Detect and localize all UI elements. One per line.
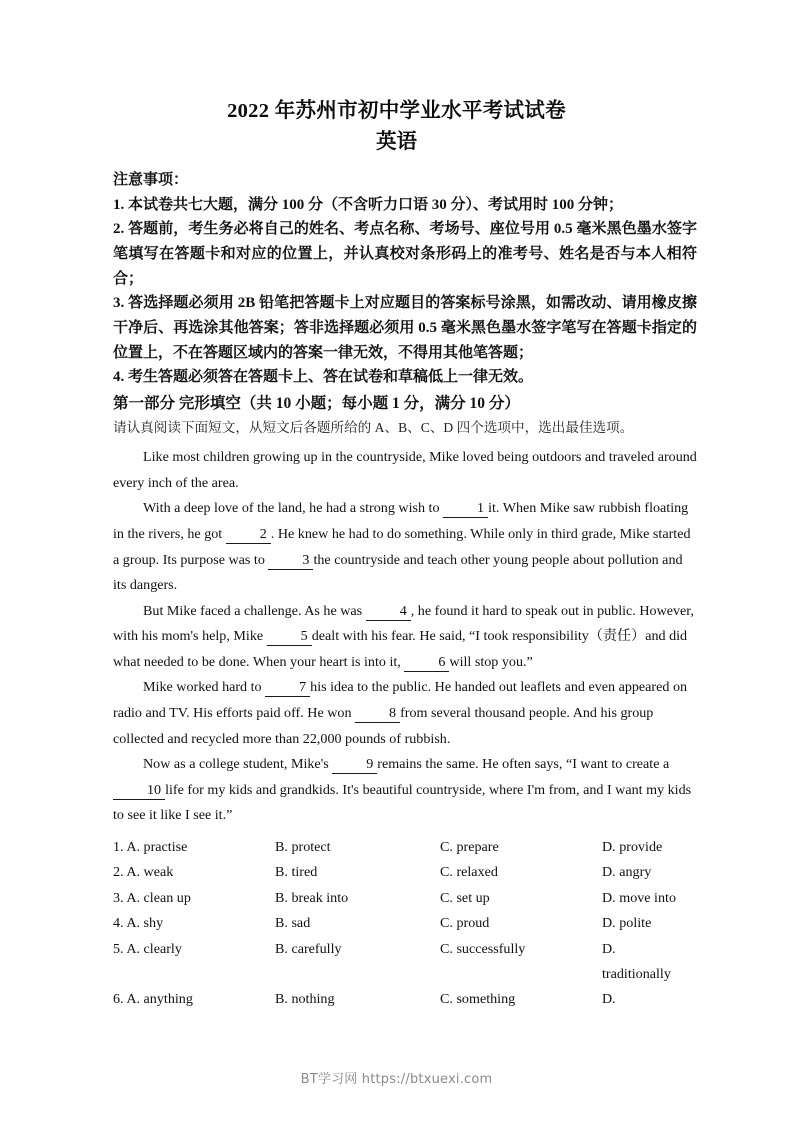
- option-a-label: A. practise: [126, 839, 188, 856]
- passage-text: Now as a college student, Mike's: [143, 756, 329, 773]
- document-body: [0, 168, 793, 1013]
- option-c[interactable]: C. set up: [440, 889, 490, 906]
- section-instruction: 请认真阅读下面短文，从短文后各题所给的 A、B、C、D 四个选项中，选出最佳选项。: [113, 420, 634, 436]
- question-item: [113, 911, 697, 936]
- question-number: 3.: [113, 889, 124, 906]
- page-subtitle: 英语: [376, 131, 417, 153]
- option-b[interactable]: B. tired: [275, 864, 318, 881]
- option-a-label: A. clearly: [126, 940, 182, 957]
- option-d[interactable]: D.: [602, 991, 616, 1008]
- option-d[interactable]: D. move into: [602, 889, 676, 906]
- option-b[interactable]: B. nothing: [275, 991, 335, 1008]
- notice-heading: 注意事项：: [113, 172, 189, 188]
- option-a-label: A. weak: [126, 864, 174, 881]
- passage-text: remains the same. He often says, “I want to create a: [377, 756, 670, 773]
- question-item: [113, 886, 697, 911]
- passage-paragraph-2: [113, 496, 697, 598]
- option-d[interactable]: D. traditionally: [602, 940, 671, 983]
- option-a-label: A. clean up: [126, 889, 191, 906]
- passage-text: , he found it hard to speak out in public. However, with his mom's help, Mike: [113, 602, 694, 645]
- question-item: [113, 835, 697, 860]
- passage-text: dealt with his fear. He said, “I took responsibility（责任）and did what needed to be done. When your heart is into it,: [113, 628, 688, 670]
- passage-text: Mike worked hard to: [143, 679, 262, 696]
- option-a[interactable]: [113, 987, 275, 1012]
- passage-text: from several thousand people. And his group collected and recycled more than 22,000 pounds of rubbish.: [113, 705, 654, 747]
- question-item: [113, 860, 697, 885]
- notice-item-3: 3. 答选择题必须用 2B 铅笔把答题卡上对应题目的答案标号涂黑，如需改动、请用橡皮擦干净后、再选涂其他答案；答非选择题必须用 0.5 毫米黑色墨水签字笔写在答题卡指定的位置上，不在答题区域内的答案一律无效，不得用其他笔答题；: [113, 295, 697, 361]
- blank-6[interactable]: 6: [404, 654, 449, 672]
- blank-1[interactable]: 1: [443, 500, 488, 518]
- question-number: 5.: [113, 940, 124, 957]
- passage-text: . He knew he had to do something. While only in third grade, Mike started a group. Its purpose was to: [113, 525, 691, 568]
- option-b[interactable]: B. sad: [275, 915, 311, 932]
- option-a-label: A. shy: [126, 915, 164, 932]
- option-b[interactable]: B. break into: [275, 889, 349, 906]
- passage-text: But Mike faced a challenge. As he was: [143, 602, 363, 619]
- passage-paragraph-3: [113, 599, 697, 676]
- question-item: [113, 937, 697, 988]
- blank-3[interactable]: 3: [268, 552, 313, 570]
- option-a[interactable]: [113, 860, 275, 885]
- page-title: 2022 年苏州市初中学业水平考试试卷: [227, 100, 566, 122]
- question-number: 6.: [113, 991, 124, 1008]
- option-b[interactable]: B. carefully: [275, 940, 342, 957]
- option-d[interactable]: D. provide: [602, 839, 663, 856]
- option-d[interactable]: D. angry: [602, 864, 652, 881]
- notice-item-2: 2. 答题前，考生务必将自己的姓名、考点名称、考场号、座位号用 0.5 毫米黑色墨水签字笔填写在答题卡和对应的位置上，并认真校对条形码上的准考号、姓名是否与本人相符合；: [113, 221, 697, 287]
- option-c[interactable]: C. something: [440, 991, 516, 1008]
- blank-5[interactable]: 5: [267, 628, 312, 646]
- passage-text: life for my kids and grandkids. It's beautiful countryside, where I'm from, and I want my kids to see it like I see it.”: [113, 781, 692, 824]
- option-a[interactable]: [113, 911, 275, 936]
- notice-item-1: 1. 本试卷共七大题，满分 100 分（不含听力口语 30 分）、考试用时 100 分钟；: [113, 196, 624, 213]
- notice-item-4: 4. 考生答题必须答在答题卡上、答在试卷和草稿低上一律无效。: [113, 369, 534, 386]
- passage-paragraph-5: [113, 752, 697, 829]
- title-block: [0, 96, 793, 157]
- question-item: [113, 987, 697, 1012]
- question-number: 2.: [113, 864, 124, 881]
- passage-paragraph-4: [113, 675, 697, 752]
- option-a[interactable]: [113, 886, 275, 911]
- passage-text: will stop you.”: [449, 653, 533, 670]
- option-a[interactable]: [113, 835, 275, 860]
- options-list: [113, 835, 697, 1013]
- blank-7[interactable]: 7: [265, 679, 310, 697]
- passage-text: the countryside and teach other young people about pollution and its dangers.: [113, 551, 683, 594]
- option-b[interactable]: B. protect: [275, 839, 331, 856]
- footer-watermark: BT学习网 https://btxuexi.com: [300, 1072, 493, 1087]
- question-number: 4.: [113, 915, 124, 932]
- option-c[interactable]: C. successfully: [440, 940, 526, 957]
- option-c[interactable]: C. prepare: [440, 839, 499, 856]
- passage-text: With a deep love of the land, he had a strong wish to: [143, 500, 440, 517]
- option-c[interactable]: C. relaxed: [440, 864, 498, 881]
- option-a[interactable]: [113, 937, 275, 962]
- section-heading: 第一部分 完形填空（共 10 小题；每小题 1 分，满分 10 分）: [113, 395, 520, 413]
- blank-2[interactable]: 2: [226, 526, 271, 544]
- question-number: 1.: [113, 839, 124, 856]
- passage-paragraph-1: Like most children growing up in the countryside, Mike loved being outdoors and traveled around every inch of the area.: [113, 449, 697, 491]
- blank-4[interactable]: 4: [366, 603, 411, 621]
- blank-8[interactable]: 8: [355, 705, 400, 723]
- option-a-label: A. anything: [126, 991, 193, 1008]
- option-d[interactable]: D. polite: [602, 915, 652, 932]
- option-c[interactable]: C. proud: [440, 915, 490, 932]
- passage-text: his idea to the public. He handed out leaflets and even appeared on radio and TV. His efforts paid off. He won: [113, 679, 688, 722]
- blank-10[interactable]: 10: [113, 782, 165, 800]
- blank-9[interactable]: 9: [332, 756, 377, 774]
- reading-passage: [113, 445, 697, 829]
- passage-text: it. When Mike saw rubbish floating in the rivers, he got: [113, 500, 689, 542]
